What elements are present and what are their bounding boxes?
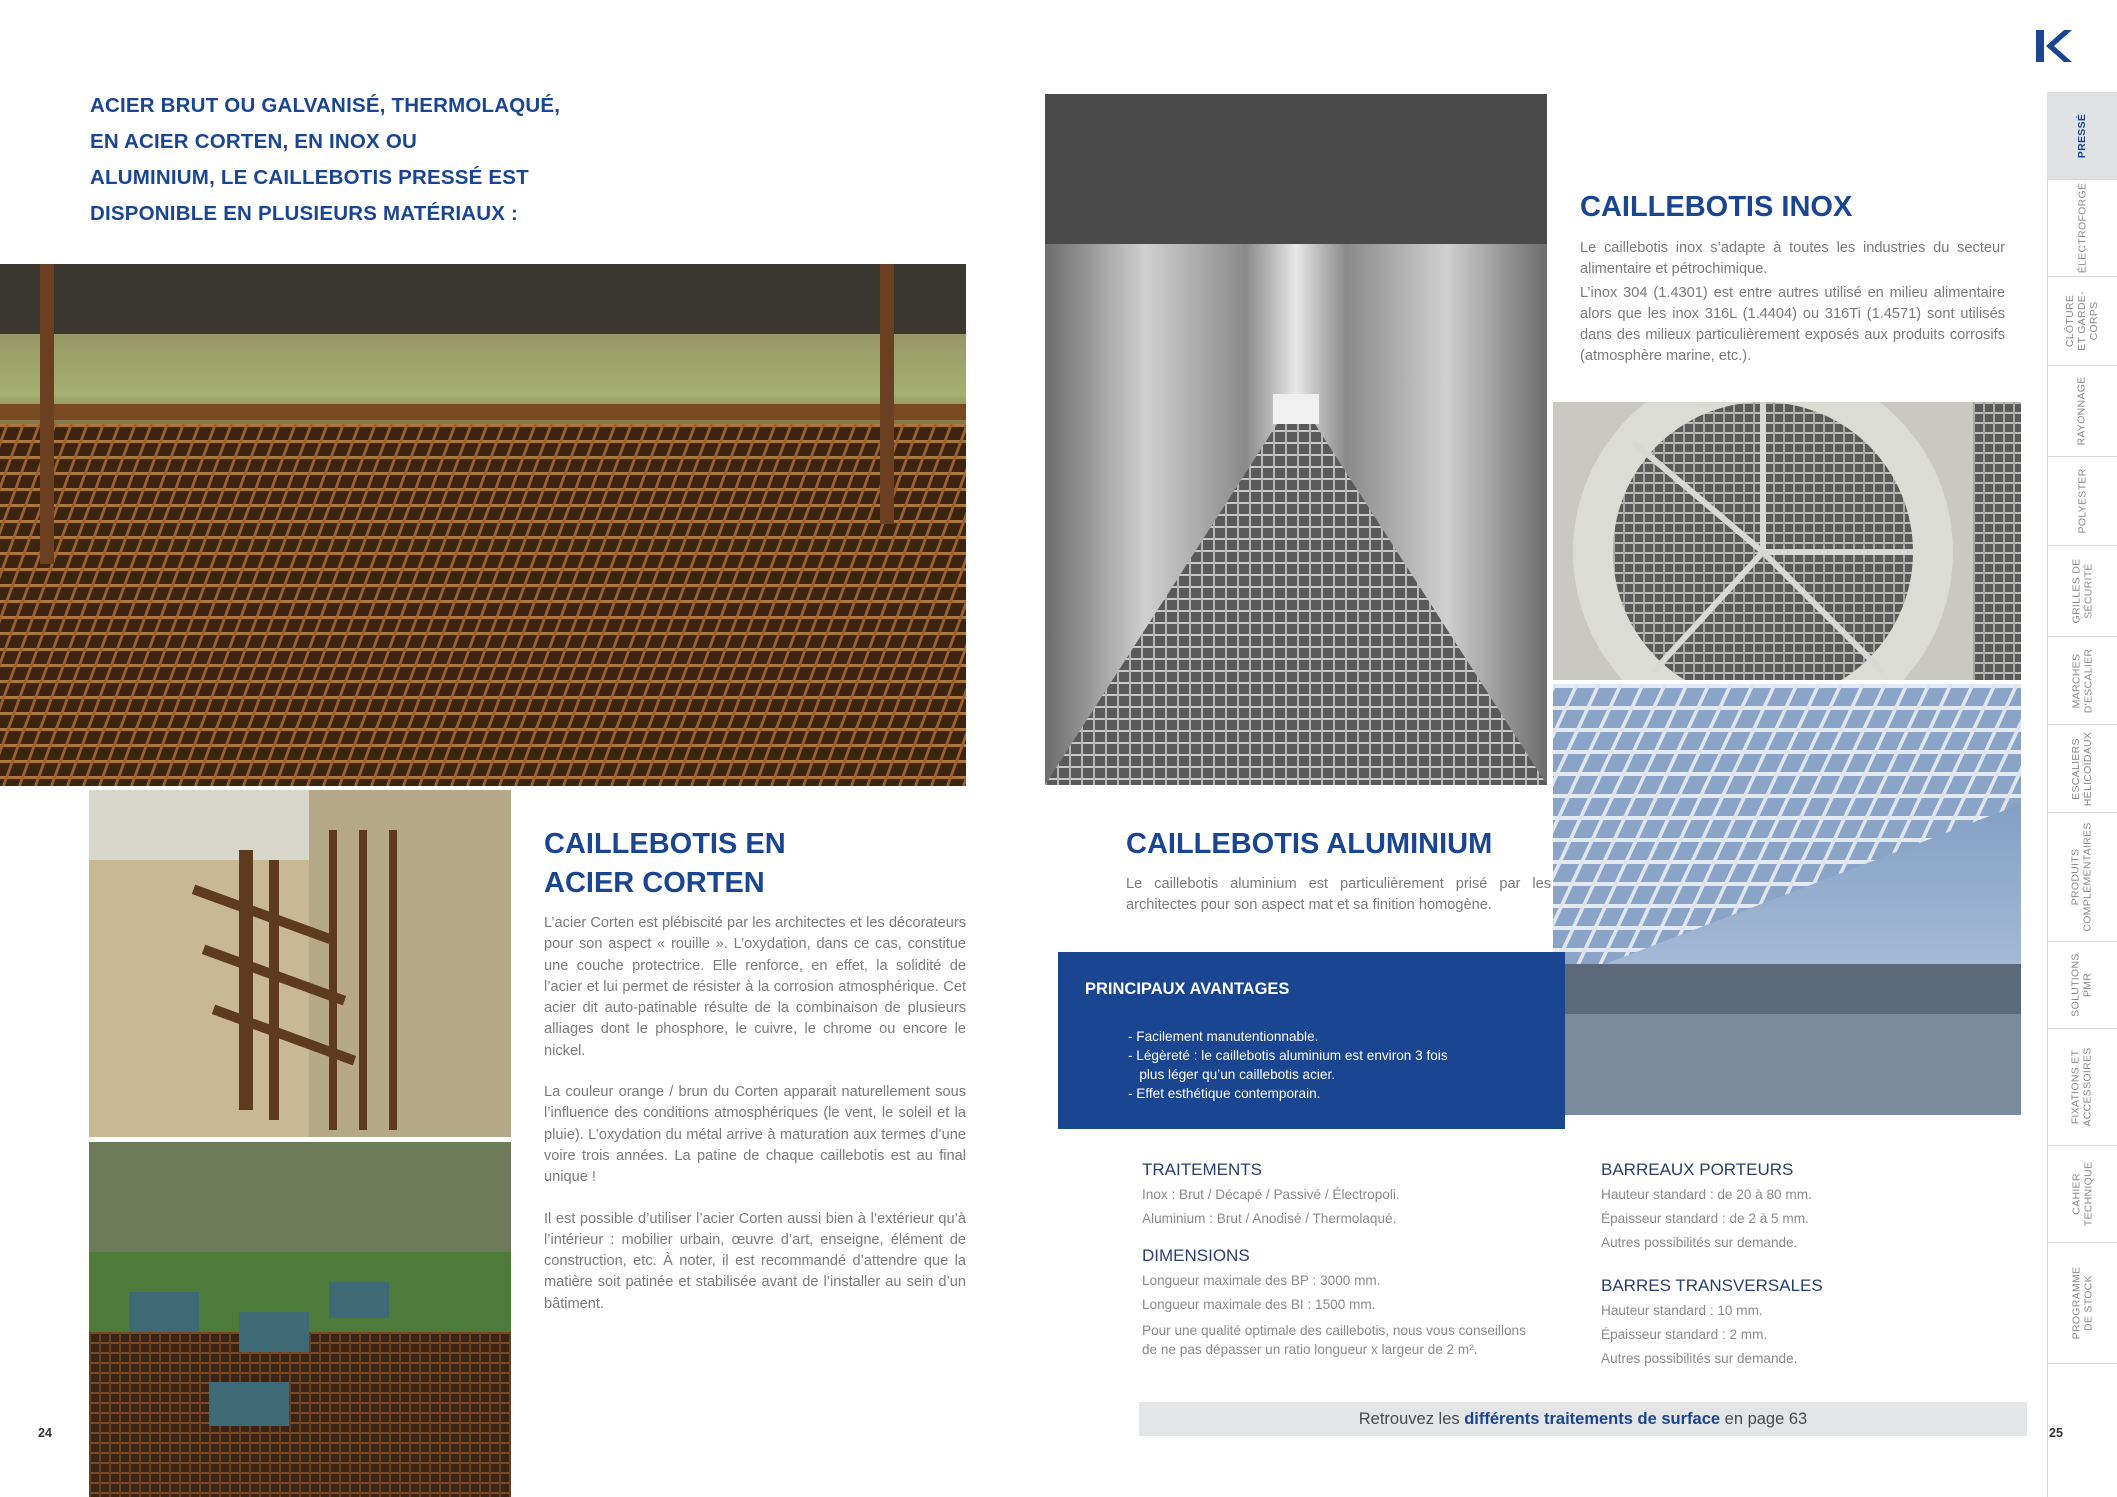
corten-title xyxy=(544,825,944,903)
dimensions-title: DIMENSIONS xyxy=(1142,1246,1250,1265)
brand-logo xyxy=(2034,28,2074,64)
barres-line: Autres possibilités sur demande. xyxy=(1601,1351,1798,1366)
corten-stair-photo xyxy=(89,790,511,1137)
corten-paragraph: La couleur orange / brun du Corten apparait naturellement sous l’influence des conditions atmosphériques (le vent, le soleil et la pluie). L’oxydation du métal arrive à maturation aux termes d’une voire trois années. La patine de chaque caillebotis est au final unique ! xyxy=(544,1084,966,1186)
inox-title: CAILLEBOTIS INOX xyxy=(1580,191,1853,223)
tab-label: SOLUTIONS PMR xyxy=(2069,953,2094,1017)
tab-label: POLYESTER xyxy=(2075,468,2088,534)
intro-line: DISPONIBLE EN PLUSIEURS MATÉRIAUX : xyxy=(90,202,519,225)
tab-escaliers-helicoidaux[interactable] xyxy=(2047,724,2117,812)
corten-body xyxy=(544,913,966,1335)
tab-label: CAHIER TECHNIQUE xyxy=(2069,1161,2094,1227)
tab-produits-complementaires[interactable] xyxy=(2047,812,2117,941)
inox-corridor-photo xyxy=(1045,94,1547,785)
intro-line: EN ACIER CORTEN, EN INOX OU xyxy=(90,130,417,153)
surface-treatment-banner[interactable] xyxy=(1139,1402,2027,1436)
specs-right-column xyxy=(1601,1159,2021,1371)
tab-label: MARCHES D'ESCALIER xyxy=(2070,648,2094,713)
corten-title-line: CAILLEBOTIS EN xyxy=(544,828,786,860)
intro-line: ACIER BRUT OU GALVANISÉ, THERMOLAQUÉ, xyxy=(90,94,561,117)
inox-circular-grating-photo xyxy=(1553,402,2021,680)
tab-programme-stock[interactable] xyxy=(2047,1242,2117,1364)
page-number-left: 24 xyxy=(38,1426,52,1440)
tab-label: PRESSÉ xyxy=(2076,113,2088,159)
corten-terrace-photo xyxy=(89,1142,511,1497)
barreaux-line: Épaisseur standard : de 2 à 5 mm. xyxy=(1601,1211,1809,1226)
tab-label: RAYONNAGE xyxy=(2076,376,2088,446)
dimensions-line: Longueur maximale des BI : 1500 mm. xyxy=(1142,1297,1376,1312)
inox-paragraph: L’inox 304 (1.4301) est entre autres utilisé en milieu alimentaire alors que les inox 316L (1.4404) ou 316Ti (1.4571) sont utilisés dans des milieux particulièrement exposés aux produits corrosifs (atmosphère marine, etc.). xyxy=(1580,284,2005,365)
advantage-item: plus léger qu’un caillebotis acier. xyxy=(1128,1067,1336,1082)
tab-label: PROGRAMME DE STOCK xyxy=(2070,1266,2094,1340)
traitements-title: TRAITEMENTS xyxy=(1142,1160,1262,1179)
tab-rayonnage[interactable] xyxy=(2047,365,2117,456)
intro-line: ALUMINIUM, LE CAILLEBOTIS PRESSÉ EST xyxy=(90,166,529,189)
specs-left-column xyxy=(1142,1159,1572,1359)
intro-heading xyxy=(90,88,570,232)
tab-cloture[interactable] xyxy=(2047,276,2117,365)
corten-paragraph: Il est possible d’utiliser l’acier Corten aussi bien à l’extérieur qu’à l’intérieur : mobilier urbain, œuvre d’art, enseigne, élément de construction, etc. À noter, il est recommandé d’attendre que la matière soit patinée et stabilisée avant de l’installer au sein d’un bâtiment. xyxy=(544,1210,966,1312)
tab-solutions-pmr[interactable] xyxy=(2047,941,2117,1028)
tab-cahier-technique[interactable] xyxy=(2047,1145,2117,1242)
advantages-list xyxy=(1128,1027,1448,1103)
inox-paragraph: Le caillebotis inox s’adapte à toutes les industries du secteur alimentaire et pétrochimique. xyxy=(1580,240,2005,278)
barreaux-line: Autres possibilités sur demande. xyxy=(1601,1235,1798,1250)
advantages-box xyxy=(1058,952,1565,1129)
banner-text-before: Retrouvez les xyxy=(1358,1410,1465,1428)
banner-text-after: en page 63 xyxy=(1720,1410,1808,1428)
banner-link[interactable]: différents traitements de surface xyxy=(1464,1410,1721,1428)
advantage-item: - Facilement manutentionnable. xyxy=(1128,1029,1319,1044)
advantages-title: PRINCIPAUX AVANTAGES xyxy=(1085,980,1290,998)
corten-grating-photo xyxy=(0,264,966,786)
traitements-line: Aluminium : Brut / Anodisé / Thermolaqué. xyxy=(1142,1211,1397,1226)
tab-marches-escalier[interactable] xyxy=(2047,636,2117,724)
aluminium-body: Le caillebotis aluminium est particulièrement prisé par les architectes pour son aspect mat et sa finition homogène. xyxy=(1126,876,1551,914)
page-number-right: 25 xyxy=(2049,1426,2063,1440)
tab-label: FIXATIONS ET ACCESSOIRES xyxy=(2070,1047,2094,1127)
advantage-item: - Effet esthétique contemporain. xyxy=(1128,1086,1321,1101)
dimensions-line: Longueur maximale des BP : 3000 mm. xyxy=(1142,1273,1381,1288)
tab-fixations-accessoires[interactable] xyxy=(2047,1028,2117,1145)
tab-label: CLÔTURE ET GARDE- CORPS xyxy=(2064,291,2100,351)
aluminium-canopy-photo xyxy=(1553,684,2021,1115)
traitements-line: Inox : Brut / Décapé / Passivé / Électropoli. xyxy=(1142,1187,1400,1202)
barres-line: Épaisseur standard : 2 mm. xyxy=(1601,1327,1768,1342)
advantage-item: - Légèreté : le caillebotis aluminium est environ 3 fois xyxy=(1128,1048,1448,1063)
corten-paragraph: L’acier Corten est plébiscité par les architectes et les décorateurs pour son aspect « rouille ». L’oxydation, dans ce cas, constitue une couche protectrice. Elle renforce, en effet, la solidité de l’acier et lui permet de résister à la corrosion atmosphérique. Cet acier dit auto-patinable résulte de la combinaison de plusieurs alliages dont le phosphore, le cuivre, le chrome ou encore le nickel. xyxy=(544,915,966,1059)
dimensions-note: de ne pas dépasser un ratio longueur x largeur de 2 m². xyxy=(1142,1342,1478,1357)
aluminium-title: CAILLEBOTIS ALUMINIUM xyxy=(1126,828,1493,860)
tab-label: ESCALIERS HÉLICOÏDAUX xyxy=(2070,731,2095,806)
barreaux-title: BARREAUX PORTEURS xyxy=(1601,1160,1794,1179)
tab-label: GRILLES DE SÉCURITÉ xyxy=(2069,558,2094,624)
barres-title: BARRES TRANSVERSALES xyxy=(1601,1276,1823,1295)
tab-label: PRODUITS COMPLÉMENTAIRES xyxy=(2070,822,2095,932)
tab-label: ÉLECTROFORGÉ xyxy=(2076,182,2088,274)
tab-grilles-securite[interactable] xyxy=(2047,545,2117,636)
dimensions-note: Pour une qualité optimale des caillebotis, nous vous conseillons xyxy=(1142,1323,1526,1338)
inox-body xyxy=(1580,238,2005,388)
barres-line: Hauteur standard : 10 mm. xyxy=(1601,1303,1763,1318)
tab-polyester[interactable] xyxy=(2047,456,2117,545)
corten-title-line: ACIER CORTEN xyxy=(544,867,765,899)
tab-electroforge[interactable] xyxy=(2047,179,2117,276)
barreaux-line: Hauteur standard : de 20 à 80 mm. xyxy=(1601,1187,1812,1202)
tab-presse[interactable] xyxy=(2047,92,2117,179)
